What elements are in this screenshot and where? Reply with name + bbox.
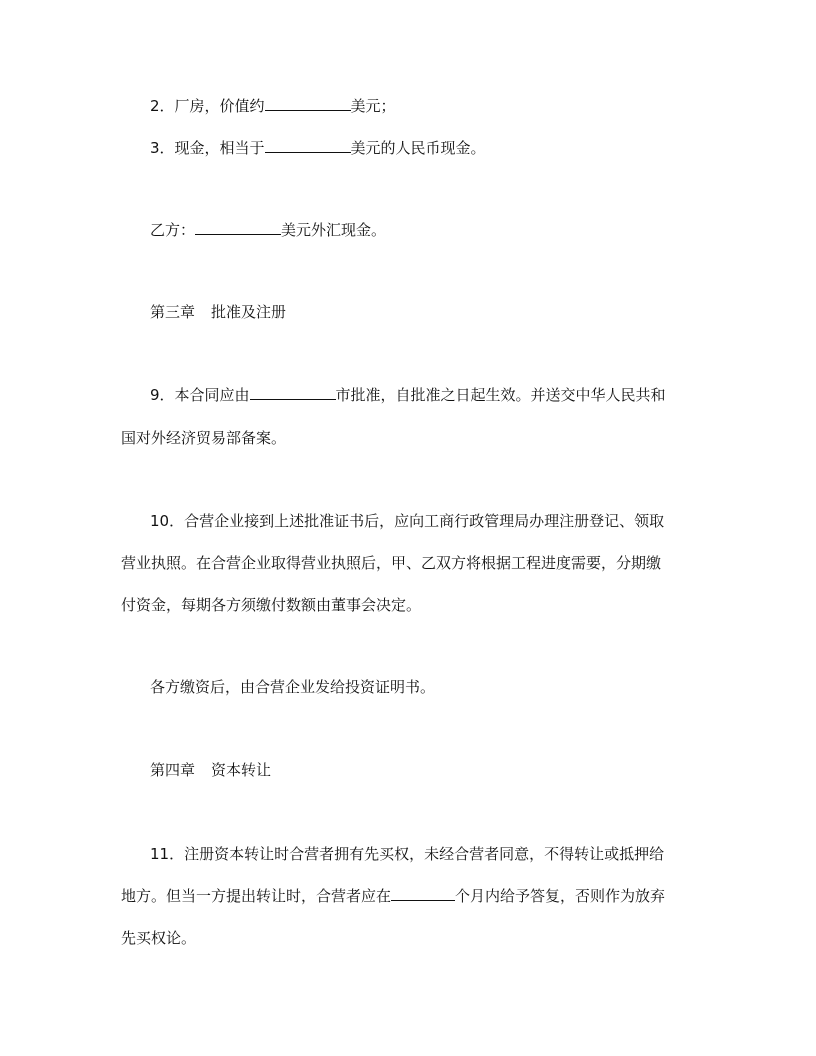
party-b-label: 乙方： (150, 221, 196, 239)
blank-field (265, 138, 351, 153)
chapter-4-heading (150, 760, 271, 780)
item-3-cash (150, 138, 486, 158)
party-b-unit: 美元外汇现金。 (281, 221, 387, 239)
clause-11-line-3: 先买权论。 (121, 929, 197, 947)
clause-9-line-1 (150, 385, 666, 405)
clause-9-text-cont: 市批准，自批准之日起生效。并送交中华人民共和 (335, 386, 666, 404)
item-2-unit: 美元； (350, 97, 396, 115)
clause-11-text-cont: 个月内给予答复，否则作为放弃 (455, 887, 666, 905)
item-2-text: 2．厂房，价值约 (150, 97, 265, 115)
party-b-contribution (150, 220, 386, 240)
chapter-title: 批准及注册 (211, 303, 287, 321)
clause-9-text: 9．本合同应由 (150, 386, 250, 404)
blank-field (265, 96, 351, 111)
item-2-factory (150, 96, 396, 116)
chapter-title: 资本转让 (211, 761, 272, 779)
clause-10-line-3: 付资金，每期各方须缴付数额由董事会决定。 (121, 596, 422, 614)
clause-11-text: 地方。但当一方提出转让时，合营者应在 (121, 887, 392, 905)
clause-10-line-2: 营业执照。在合营企业取得营业执照后，甲、乙双方将根据工程进度需要，分期缴 (121, 554, 662, 572)
blank-field (195, 220, 281, 235)
clause-11-line-2 (121, 886, 665, 906)
blank-field (391, 886, 455, 901)
chapter-number: 第三章 (150, 303, 196, 321)
item-3-text: 3．现金，相当于 (150, 139, 265, 157)
chapter-3-heading (150, 302, 286, 322)
item-3-unit: 美元的人民币现金。 (350, 139, 486, 157)
blank-field (250, 385, 336, 400)
clause-9-line-2: 国对外经济贸易部备案。 (121, 429, 287, 447)
clause-10-line-1: 10．合营企业接到上述批准证书后，应向工商行政管理局办理注册登记、领取 (150, 512, 665, 530)
chapter-number: 第四章 (150, 761, 196, 779)
investment-certificate-paragraph: 各方缴资后，由合营企业发给投资证明书。 (150, 678, 436, 696)
clause-11-line-1: 11．注册资本转让时合营者拥有先买权，未经合营者同意，不得转让或抵押给 (150, 845, 665, 863)
